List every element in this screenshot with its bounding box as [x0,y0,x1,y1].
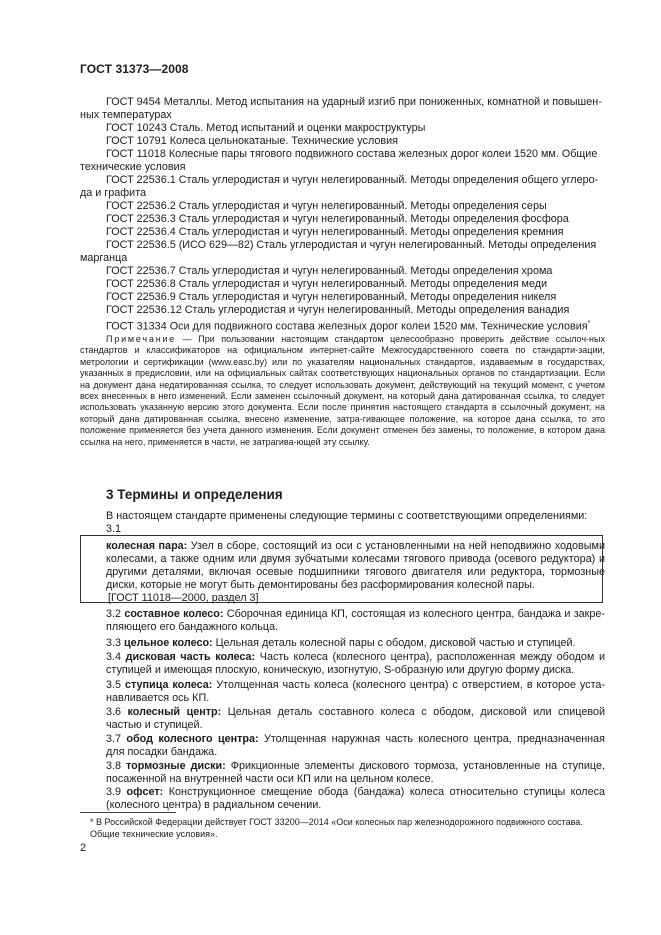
term-name: тормозные диски: [126,760,226,772]
term-definition: Цельная деталь составного колеса с ободом, дисковой или спицевой частью и ступицей. [106,706,605,732]
term-definition: Конструкционное смещение обода (бандажа) колеса относительно ступицы колеса (колесного центра) в радиальном сечении. [106,786,605,812]
section-intro [80,510,605,536]
reference-line: ГОСТ 11018 Колесные пары тягового подвижного состава железных дорог колеи 1520 мм. Общие [106,148,598,160]
term-definition: Цельная деталь колесной пары с ободом, дисковой частью и ступицей. [212,637,576,649]
term-entry [80,637,605,650]
reference-line: ГОСТ 22536.2 Сталь углеродистая и чугун нелегированный. Методы определения серы [106,200,547,212]
reference-item [80,226,603,239]
reference-line: ГОСТ 22536.4 Сталь углеродистая и чугун нелегированный. Методы определения кремния [106,226,564,238]
reference-continuation: технические условия [80,161,186,173]
footnote-mark: * [90,817,94,827]
term-entry [80,760,605,787]
reference-line: ГОСТ 22536.12 Сталь углеродистая и чугун нелегированный. Методы определения ванадия [106,304,570,316]
reference-continuation: ных температурах [80,109,172,121]
term-number: 3.5 [106,679,125,691]
footnote [80,817,605,840]
term-name: обод колесного центра: [126,733,259,745]
reference-continuation: марганца [80,252,128,264]
term-number: 3.6 [106,706,128,718]
reference-line: ГОСТ 10791 Колеса цельнокатаные. Технические условия [106,135,398,147]
reference-line: ГОСТ 10243 Сталь. Метод испытаний и оценки макроструктуры [106,122,426,134]
term-name: колесная пара: [106,540,188,552]
reference-item [80,304,603,317]
term-number: 3.3 [106,637,125,649]
reference-item [80,135,603,148]
note-text: — При пользовании настоящим стандартом целесообразно проверить действие ссылоч-ных стандартов и классификаторов на официальном интернет-сайте Межгосударственного совета по стандарти-зации, метрологии и сертификации (www.easc.by) или по указателям национальных стандартов, издаваемым в государствах, указанных в предисловии, или на официальных сайтах соответствующих национальных органов по стандартизации. Если на документ дана недатированная ссылка, то следует использовать документ, действующий на текущий момент, с учетом всех внесенных в него изменений. Если заменен ссылочный документ, на который дана датированная ссылка, то следует использовать указанную версию этого документа. Если после принятия настоящего стандарта в ссылочный документ, на который дана датированная ссылка, внесено изменение, затра-гивающее положение, на которое дана ссылка, то это положение применяется без учета данного изменения. Если документ отменен без замены, то положение, в котором дана ссылка на него, применяется в части, не затрагива-ющей эту ссылку. [80,334,605,447]
term-entry [80,706,605,733]
term-definition: Фрикционные элементы дискового тормоза, установленные на ступице, посаженной на внутренней части оси КП или на цельном колесе. [106,760,605,786]
term-definition: Часть колеса (колесного центра), расположенная между ободом и ступицей и имеющая плоскую, коническую, изогнутую, S-образную или другую форму диска. [106,651,605,677]
term-entry [80,733,605,760]
term-definition: Сборочная единица КП, состоящая из колесного центра, бандажа и закре-пляющего его бандажного кольца. [106,608,606,634]
reference-item [80,122,603,135]
footnote-text: В Российской Федерации действует ГОСТ 33200—2014 «Оси колесных пар железнодорожного подвижного состава. Общие технические условия». [90,817,583,839]
term-name: цельное колесо: [124,637,213,649]
definition-source: [ГОСТ 11018—2000, раздел 3] [108,592,259,604]
reference-line: ГОСТ 22536.8 Сталь углеродистая и чугун нелегированный. Методы определения меди [106,278,548,290]
reference-continuation: да и графита [80,187,147,199]
page-number: 2 [80,842,87,854]
reference-item [80,213,603,226]
reference-line: ГОСТ 22536.5 (ИСО 629—82) Сталь углеродистая и чугун нелегированный. Методы определения [106,239,597,251]
reference-item [80,239,603,265]
document-header: ГОСТ 31373—2008 [80,62,189,76]
term-number: 3.8 [106,760,127,772]
boxed-definition [82,540,605,605]
term-definition: Утолщенная наружная часть колесного центра, предназначенная для посадки бандажа. [106,733,605,759]
note-paragraph [80,334,605,448]
term-name: составное колесо: [124,608,224,620]
term-number: 3.4 [106,651,126,663]
term-definition: Узел в сборе, состоящий из оси с установленными на ней неподвижно ходовыми колесами, а также одним или двумя зубчатыми колесами тягового привода (осевого редуктора) и другими деталями, включая осевые подшипники тягового двигателя или редуктора, тормозные диски, которые не могут быть демонтированы без расформирования колесной пары. [106,540,605,591]
term-name: офсет: [126,786,164,798]
reference-line: ГОСТ 22536.1 Сталь углеродистая и чугун нелегированный. Методы определения общего углеро- [106,174,599,186]
note-label: Примечание [106,334,177,344]
term-number: 3.2 [106,608,125,620]
term-name: ступица колеса: [124,679,213,691]
term-definition: Утолщенная часть колеса (колесного центра) с отверстием, в которое уста-навливается ось КП. [106,679,606,705]
reference-line: ГОСТ 22536.3 Сталь углеродистая и чугун нелегированный. Методы определения фосфора [106,213,569,225]
term-name: дисковая часть колеса: [125,651,256,663]
footnote-mark: * [587,320,591,327]
reference-item [80,317,603,334]
term-number: 3.1 [106,523,122,535]
reference-item [80,278,603,291]
term-entry [80,786,605,813]
reference-item [80,200,603,213]
reference-item [80,265,603,278]
term-number: 3.9 [106,786,127,798]
reference-item [80,174,603,200]
term-name: колесный центр: [127,706,222,718]
reference-line: ГОСТ 31334 Оси для подвижного состава железных дорог колеи 1520 мм. Технические условия [106,320,588,333]
reference-item [80,291,603,304]
reference-line: ГОСТ 9454 Металлы. Метод испытания на ударный изгиб при пониженных, комнатной и повышен- [106,96,602,108]
section-title: 3 Термины и определения [106,487,283,502]
reference-item [80,148,603,174]
reference-line: ГОСТ 22536.9 Сталь углеродистая и чугун нелегированный. Методы определения никеля [106,291,557,303]
section-intro-text: В настоящем стандарте применены следующие термины с соответствующими определениями: [106,510,588,522]
footnote-divider [80,812,176,813]
term-entry [80,608,605,635]
term-entry [80,679,605,706]
term-number: 3.7 [106,733,127,745]
term-entry [80,651,605,678]
reference-line: ГОСТ 22536.7 Сталь углеродистая и чугун нелегированный. Методы определения хрома [106,265,553,277]
reference-item [80,96,603,122]
